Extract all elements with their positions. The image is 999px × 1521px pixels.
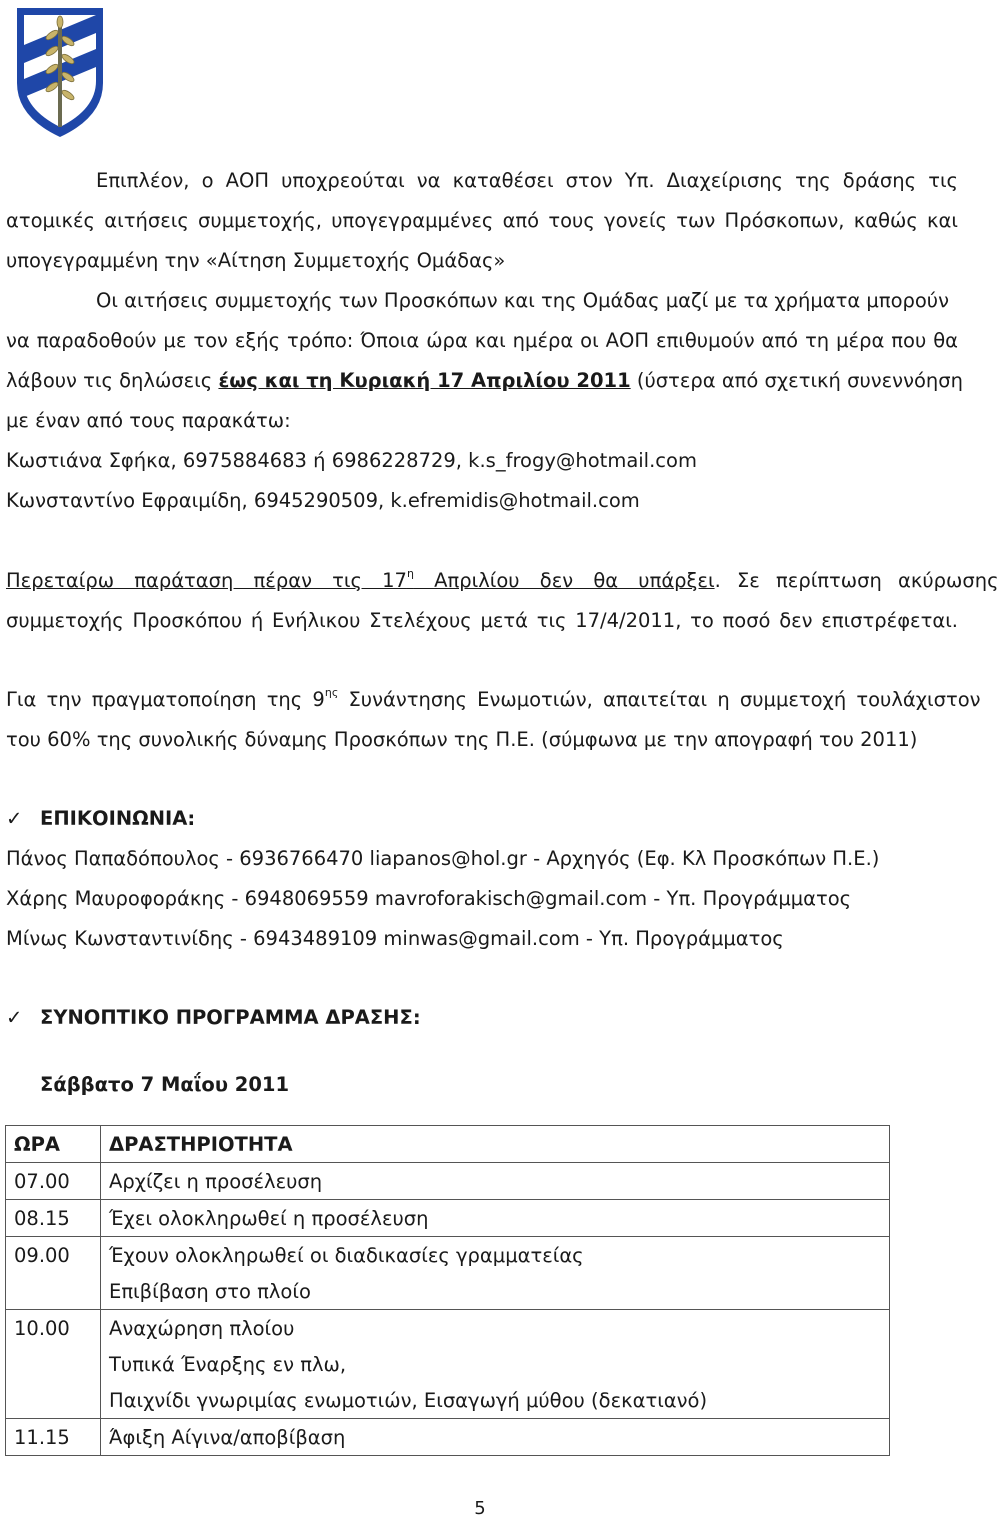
paragraph-submission — [6, 161, 958, 281]
table-header-row — [6, 1126, 890, 1163]
contact-heading: ✓ ΕΠΙΚΟΙΝΩΝΙΑ: — [6, 799, 958, 839]
row-time — [6, 1346, 101, 1382]
page-number: 5 — [474, 1498, 486, 1519]
contact-line-2: Χάρης Μαυροφοράκης - 6948069559 mavroforakisch@gmail.com - Υπ. Προγράμματος — [6, 887, 852, 910]
paragraph-participation — [6, 680, 981, 760]
row-activity: Έχει ολοκληρωθεί η προσέλευση — [101, 1200, 890, 1237]
paragraph-participation-line-2: του 60% της συνολικής δύναμης Προσκόπων της Π.Ε. (σύμφωνα με την απογραφή του 2011) — [6, 728, 918, 751]
paragraph-submission-line-1: Επιπλέον, ο ΑΟΠ υποχρεούται να καταθέσει στον Υπ. Διαχείρισης της δράσης τις — [96, 169, 958, 192]
row-time: 08.15 — [6, 1200, 101, 1237]
paragraph-delivery-line-2: να παραδοθούν με τον εξής τρόπο: Όποια ώρα και ημέρα οι ΑΟΠ επιθυμούν από τη μέρα που θα — [6, 329, 958, 352]
delivery-contact-2: Κωνσταντίνο Εφραιμίδη, 6945290509, k.efremidis@hotmail.com — [6, 489, 640, 512]
row-activity: Αρχίζει η προσέλευση — [101, 1163, 890, 1200]
program-section — [6, 998, 958, 1038]
row-time: 11.15 — [6, 1419, 101, 1456]
paragraph-no-extension-line-1 — [6, 561, 999, 601]
scout-emblem-logo — [14, 5, 106, 141]
paragraph-no-extension-line-2: συμμετοχής Προσκόπου ή Ενήλικου Στελέχους μετά τις 17/4/2011, το ποσό δεν επιστρέφεται. — [6, 609, 958, 632]
checkmark-icon: ✓ — [6, 1006, 23, 1029]
delivery-text: λάβουν τις δηλώσεις — [6, 369, 219, 392]
table-row — [6, 1200, 890, 1237]
table-row — [6, 1310, 890, 1347]
contact-section — [6, 799, 958, 959]
table-row — [6, 1237, 890, 1274]
program-heading: ✓ ΣΥΝΟΠΤΙΚΟ ΠΡΟΓΡΑΜΜΑ ΔΡΑΣΗΣ: — [6, 998, 958, 1038]
table-row — [6, 1163, 890, 1200]
row-activity: Αναχώρηση πλοίου — [101, 1310, 890, 1347]
table-row — [6, 1382, 890, 1419]
table-row — [6, 1273, 890, 1310]
row-activity: Άφιξη Αίγινα/αποβίβαση — [101, 1419, 890, 1456]
row-time: 07.00 — [6, 1163, 101, 1200]
row-activity: Έχουν ολοκληρωθεί οι διαδικασίες γραμματείας — [101, 1237, 890, 1274]
delivery-contact-1: Κωστιάνα Σφήκα, 6975884683 ή 6986228729, k.s_frogy@hotmail.com — [6, 449, 697, 472]
checkmark-icon: ✓ — [6, 807, 23, 830]
header-activity: ΔΡΑΣΤΗΡΙΟΤΗΤΑ — [109, 1132, 293, 1156]
row-time: 09.00 — [6, 1237, 101, 1274]
row-activity: Παιχνίδι γνωριμίας ενωμοτιών, Εισαγωγή μύθου (δεκατιανό) — [109, 1388, 708, 1412]
table-row — [6, 1419, 890, 1456]
header-time: ΩΡΑ — [6, 1126, 101, 1163]
deadline-date: έως και τη Κυριακή 17 Απριλίου 2011 — [218, 369, 631, 392]
cancellation-text: . Σε περίπτωση ακύρωσης — [714, 569, 999, 592]
program-day: Σάββατο 7 Μαΐου 2011 — [40, 1073, 290, 1096]
delivery-text-rest: (ύστερα από σχετική συνεννόηση — [630, 369, 963, 392]
paragraph-no-extension — [6, 561, 999, 641]
row-activity: Τυπικά Έναρξης εν πλω, — [109, 1352, 347, 1376]
paragraph-submission-line-3: υπογεγραμμένη την «Αίτηση Συμμετοχής Ομάδας» — [6, 249, 506, 272]
paragraph-delivery-line-3 — [6, 361, 963, 401]
row-activity: Επιβίβαση στο πλοίο — [109, 1279, 311, 1303]
no-extension-notice: Περεταίρω παράταση πέραν τις $17^\eta$ Απριλίου δεν θα υπάρξει — [6, 566, 715, 592]
paragraph-delivery-line-1: Οι αιτήσεις συμμετοχής των Προσκόπων και της Ομάδας μαζί με τα χρήματα μπορούν — [96, 289, 949, 312]
contact-line-3: Μίνως Κωνσταντινίδης - 6943489109 minwas@gmail.com - Υπ. Προγράμματος — [6, 927, 784, 950]
table-row — [6, 1346, 890, 1382]
paragraph-delivery — [6, 281, 963, 521]
row-time — [6, 1273, 101, 1310]
paragraph-submission-line-2: ατομικές αιτήσεις συμμετοχής, υπογεγραμμένες από τους γονείς των Πρόσκοπων, καθώς και — [6, 209, 958, 232]
schedule-table — [5, 1125, 890, 1456]
row-time — [6, 1382, 101, 1419]
row-time: 10.00 — [6, 1310, 101, 1347]
contact-line-1: Πάνος Παπαδόπουλος - 6936766470 liapanos@hol.gr - Αρχηγός (Εφ. Κλ Προσκόπων Π.Ε.) — [6, 847, 880, 870]
paragraph-participation-line-1: Για την πραγματοποίηση της $9^{\eta\varsigma}$ Συνάντησης Ενωμοτιών, απαιτείται η συμμετοχή τουλάχιστον — [6, 685, 981, 711]
paragraph-delivery-line-4: με έναν από τους παρακάτω: — [6, 409, 291, 432]
